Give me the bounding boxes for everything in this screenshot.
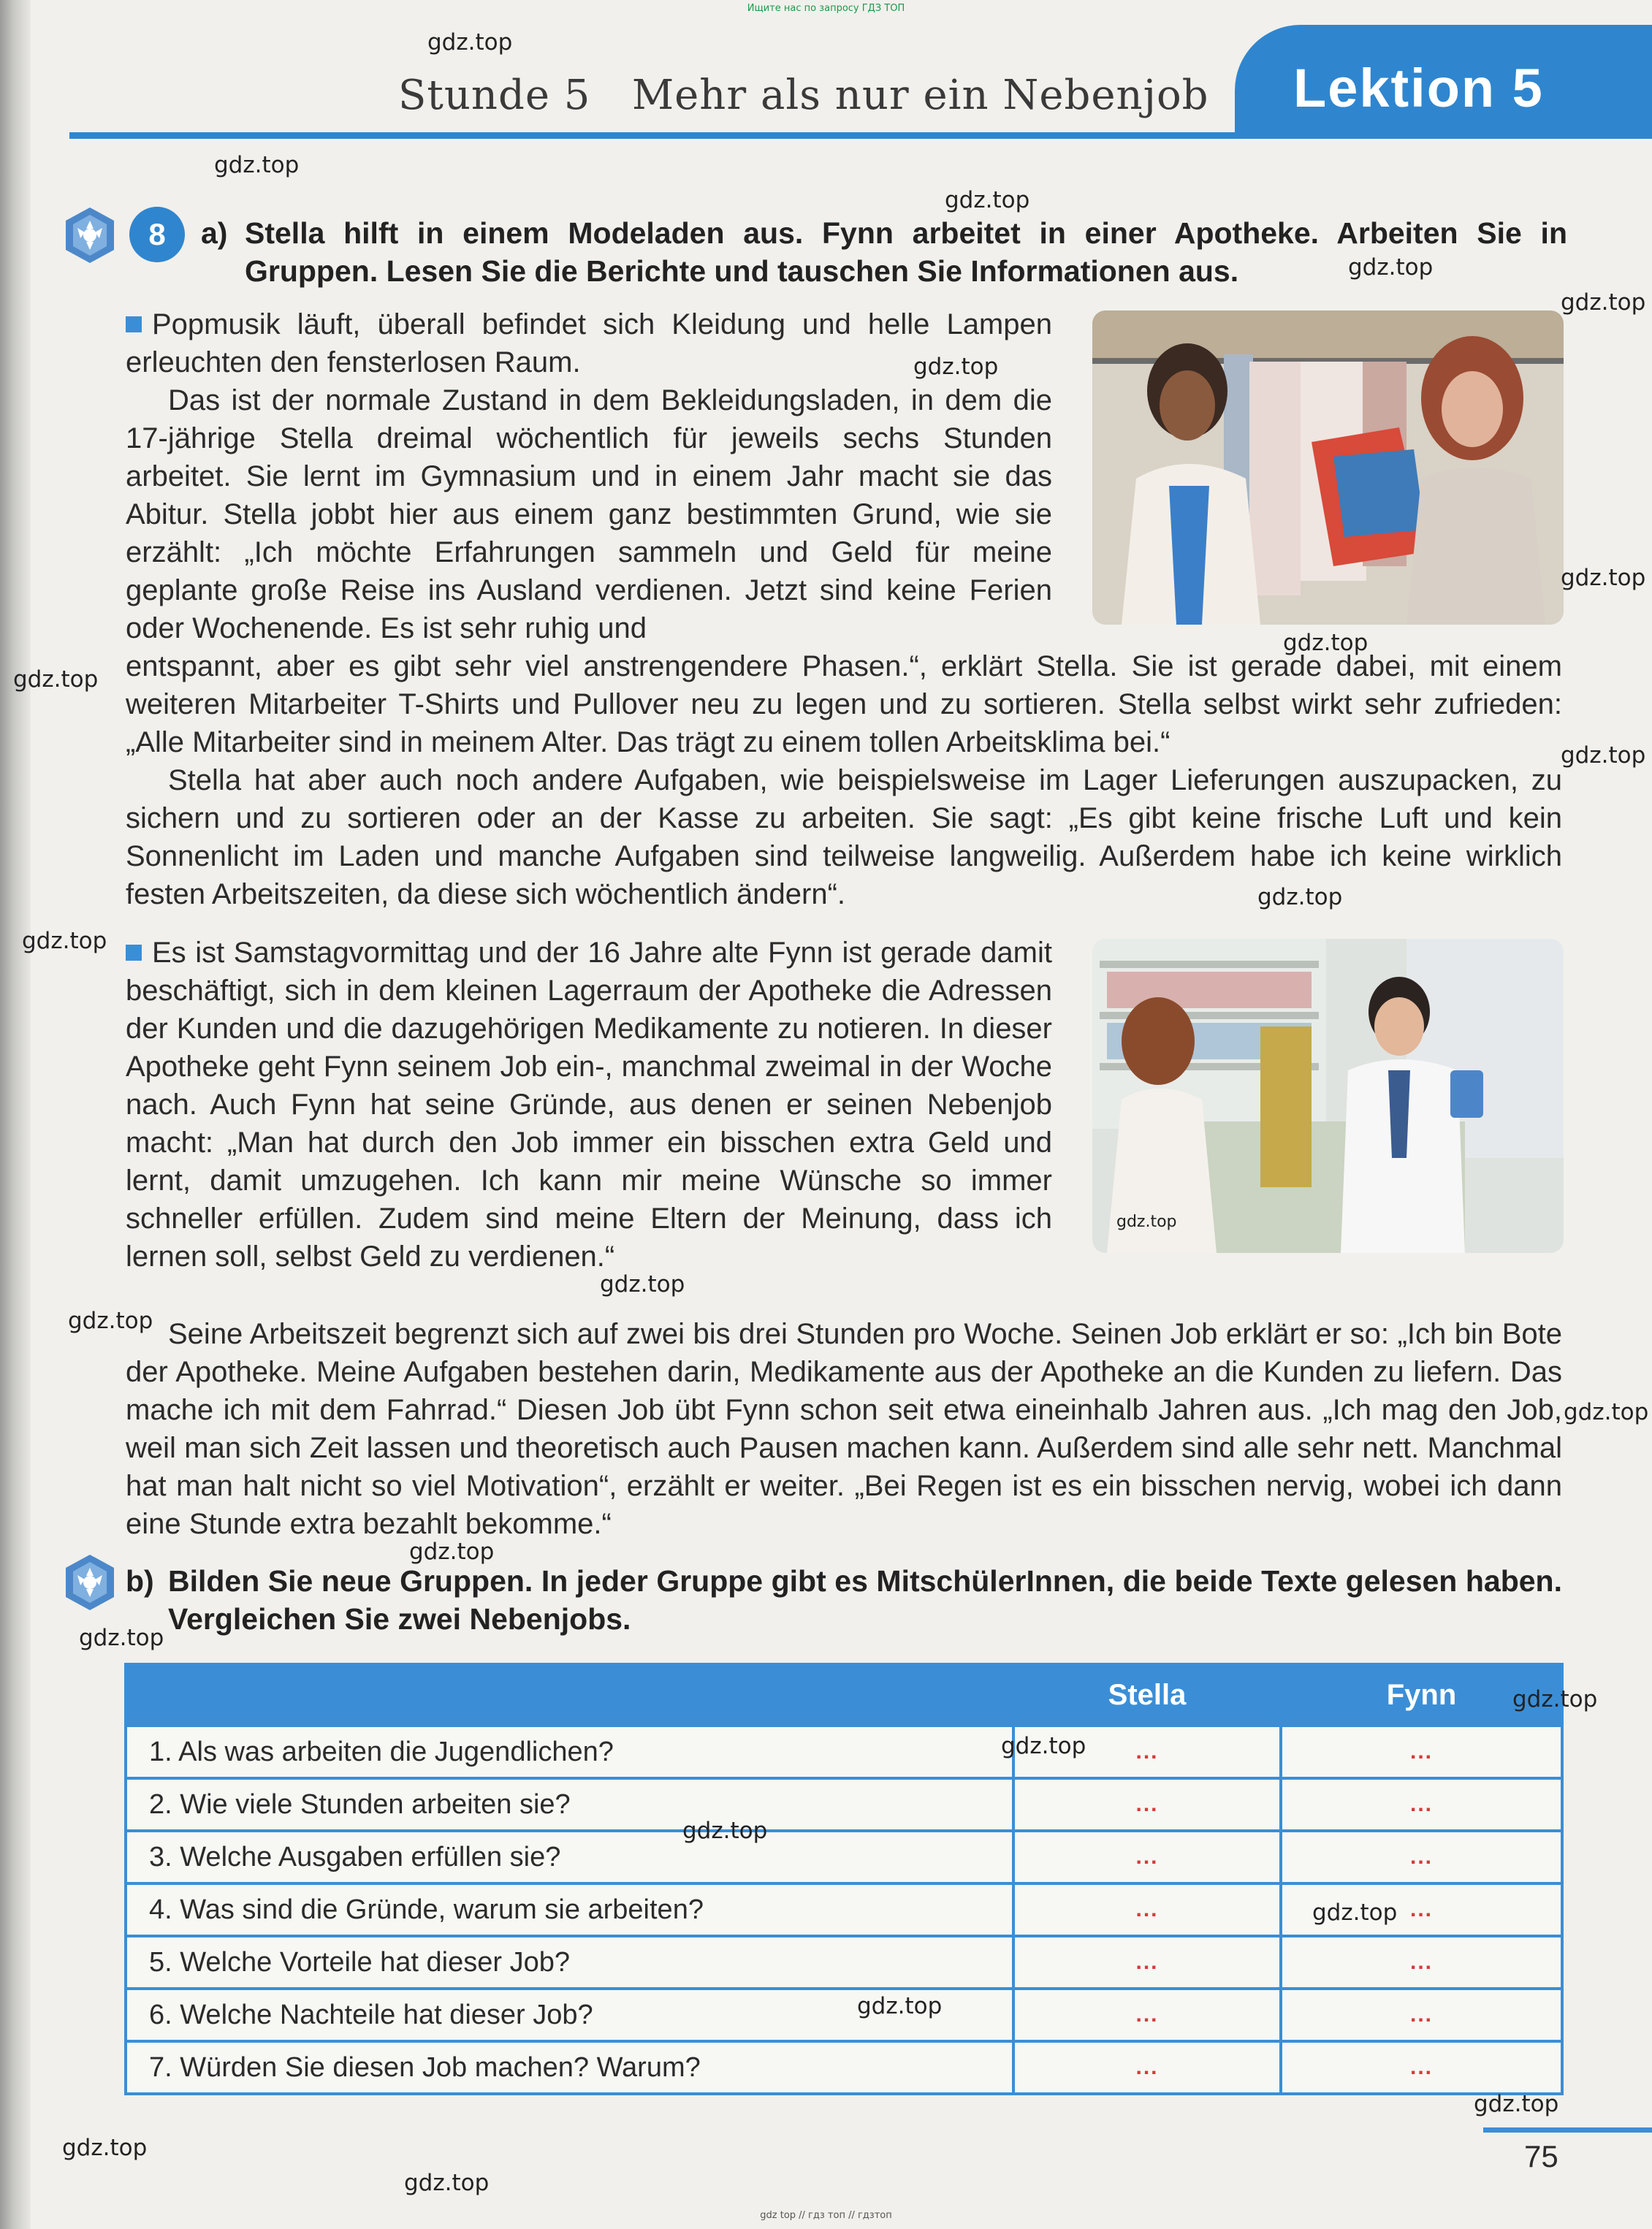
question-cell: 2. Wie viele Stunden arbeiten sie? bbox=[126, 1778, 1013, 1831]
fynn-answer-cell[interactable]: ... bbox=[1281, 1989, 1562, 2041]
watermark: gdz.top bbox=[1561, 565, 1646, 591]
watermark: gdz.top bbox=[1348, 254, 1434, 281]
page-number-rule bbox=[1483, 2127, 1652, 2133]
book-spine-shadow bbox=[0, 0, 31, 2229]
task-8a-label: a) bbox=[201, 216, 228, 250]
table-row bbox=[126, 1778, 1562, 1831]
stella-answer-cell[interactable]: ... bbox=[1013, 1936, 1281, 1989]
pharmacy-photo bbox=[1092, 939, 1564, 1253]
watermark: gdz.top bbox=[62, 2135, 148, 2161]
task-number-badge: 8 bbox=[129, 207, 185, 262]
fynn-answer-cell[interactable]: ... bbox=[1281, 1831, 1562, 1883]
table-row bbox=[126, 1831, 1562, 1883]
watermark: gdz.top bbox=[1312, 1900, 1398, 1926]
stella-paragraph-2: Das ist der normale Zustand in dem Bekleidungsladen, in dem die 17-jährige Stella dreimal wöchentlich für jeweils sechs Stunden arbeitet. Sie lernt im Gymnasium und in einem Jahr macht sie das Abitur. Stella jobbt hier aus einem ganz bestimmten Grund, wie sie erzählt: „Ich möchte Erfahrungen sammeln und Geld für meine geplante große Reise ins Ausland verdienen. Jetzt sind keine Ferien oder Wochenende. Es ist sehr ruhig und bbox=[126, 384, 1052, 644]
lektion-label: Lektion 5 bbox=[1293, 58, 1544, 118]
watermark: gdz.top bbox=[427, 29, 513, 56]
watermark: gdz.top bbox=[1001, 1733, 1086, 1759]
question-cell: 4. Was sind die Gründe, warum sie arbeiten? bbox=[126, 1883, 1013, 1936]
table-row bbox=[126, 1726, 1562, 1778]
watermark: gdz.top bbox=[1257, 884, 1343, 910]
fynn-answer-cell[interactable]: ... bbox=[1281, 1936, 1562, 1989]
watermark: gdz.top bbox=[404, 2170, 490, 2196]
task-8b-label: b) bbox=[126, 1564, 154, 1598]
watermark: gdz.top bbox=[13, 666, 99, 693]
watermark: gdz.top bbox=[682, 1818, 768, 1844]
fynn-answer-cell[interactable]: ... bbox=[1281, 1726, 1562, 1778]
watermark: gdz.top bbox=[857, 1993, 943, 2019]
header-rule bbox=[69, 132, 1652, 139]
fynn-paragraph-1: Es ist Samstagvormittag und der 16 Jahre alte Fynn ist gerade damit beschäftigt, sich in dem kleinen Lagerraum der Apotheke die Adressen der Kunden und die dazugehörigen Medikamente zu notieren. In dieser Apotheke geht Fynn seinem Job ein-, manchmal zweimal in der Woche nach. Auch Fynn hat seine Gründe, aus denen er seinen Nebenjob macht: „Man hat durch den Job immer ein bisschen extra Geld und lernt, damit umzugehen. Ich kann mir meine Wünsche so immer schneller erfüllen. Zudem sind meine Eltern der Meinung, dass ich lernen soll, selbst Geld zu verdienen.“ bbox=[126, 937, 1052, 1273]
section-bullet-icon bbox=[126, 316, 142, 332]
group-work-icon bbox=[64, 1553, 115, 1612]
watermark: gdz.top bbox=[409, 1539, 495, 1565]
watermark: gdz.top bbox=[22, 928, 107, 954]
question-cell: 5. Welche Vorteile hat dieser Job? bbox=[126, 1936, 1013, 1989]
clothing-store-photo bbox=[1092, 310, 1564, 625]
watermark: gdz.top bbox=[945, 187, 1030, 213]
table-header-stella: Stella bbox=[1013, 1664, 1281, 1726]
table-row bbox=[126, 1989, 1562, 2041]
stella-text-block-wide bbox=[126, 647, 1562, 913]
page-number: 75 bbox=[1524, 2139, 1558, 2173]
watermark: gdz.top bbox=[214, 152, 300, 178]
stella-answer-cell[interactable]: ... bbox=[1013, 1726, 1281, 1778]
question-cell: 7. Würden Sie diesen Job machen? Warum? bbox=[126, 2041, 1013, 2094]
table-header-question bbox=[126, 1664, 1013, 1726]
fynn-answer-cell[interactable]: ... bbox=[1281, 1883, 1562, 1936]
footer-note: gdz top // гдз топ // гдзтоп bbox=[760, 2210, 892, 2221]
stella-paragraph-1: Popmusik läuft, überall befindet sich Kleidung und helle Lampen erleuchten den fensterlosen Raum. bbox=[126, 308, 1052, 378]
stella-answer-cell[interactable]: ... bbox=[1013, 1989, 1281, 2041]
fynn-answer-cell[interactable]: ... bbox=[1281, 2041, 1562, 2094]
fynn-text-block bbox=[126, 934, 1052, 1276]
top-note: Ищите нас по запросу ГДЗ ТОП bbox=[747, 3, 905, 14]
task-8a-text: Stella hilft in einem Modeladen aus. Fynn arbeitet in einer Apotheke. Arbeiten Sie in Gruppen. Lesen Sie die Berichte und tauschen Sie Informationen aus. bbox=[245, 216, 1567, 288]
comparison-table bbox=[124, 1663, 1564, 2095]
fynn-answer-cell[interactable]: ... bbox=[1281, 1778, 1562, 1831]
section-bullet-icon bbox=[126, 945, 142, 961]
table-header-row bbox=[126, 1664, 1562, 1726]
stella-answer-cell[interactable]: ... bbox=[1013, 1831, 1281, 1883]
watermark: gdz.top bbox=[600, 1271, 685, 1298]
stella-paragraph-3: Stella hat aber auch noch andere Aufgaben, wie beispielsweise im Lager Lieferungen auszupacken, zu sichern und zu sortieren oder an der Kasse zu arbeiten. Sie sagt: „Es gibt keine frische Luft und kein Sonnenlicht im Laden und manche Aufgaben sind teilweise langweilig. Außerdem habe ich keine wirklich festen Arbeitszeiten, da diese sich wöchentlich ändern“. bbox=[126, 764, 1562, 910]
watermark: gdz.top bbox=[1474, 2091, 1559, 2117]
table-row bbox=[126, 2041, 1562, 2094]
fynn-paragraph-2: Seine Arbeitszeit begrenzt sich auf zwei bis drei Stunden pro Woche. Seinen Job erklärt er so: „Ich bin Bote der Apotheke. Meine Aufgaben bestehen darin, Medikamente aus der Apotheke an die Kunden zu liefern. Das mache ich mit dem Fahrrad.“ Diesen Job übt Fynn schon seit etwa eineinhalb Jahren aus. „Ich mag den Job, weil man sich Zeit lassen und theoretisch auch Pausen machen kann. Außerdem sind alle sehr nett. Manchmal hat man halt nicht so viel Motivation“, erzählt er weiter. „Bei Regen ist es ein bisschen nervig, wobei ich dann eine Stunde extra bezahlt bekomme.“ bbox=[126, 1318, 1562, 1540]
watermark: gdz.top bbox=[913, 354, 999, 380]
watermark: gdz.top bbox=[1283, 630, 1369, 656]
stella-answer-cell[interactable]: ... bbox=[1013, 2041, 1281, 2094]
question-cell: 6. Welche Nachteile hat dieser Job? bbox=[126, 1989, 1013, 2041]
watermark: gdz.top bbox=[1512, 1686, 1598, 1712]
watermark: gdz.top bbox=[1561, 289, 1646, 316]
stella-answer-cell[interactable]: ... bbox=[1013, 1778, 1281, 1831]
stella-answer-cell[interactable]: ... bbox=[1013, 1883, 1281, 1936]
lesson-title: Stunde 5 Mehr als nur ein Nebenjob bbox=[398, 72, 1209, 119]
watermark: gdz.top bbox=[79, 1625, 164, 1651]
question-cell: 1. Als was arbeiten die Jugendlichen? bbox=[126, 1726, 1013, 1778]
group-work-icon bbox=[64, 206, 115, 264]
fynn-text-block-wide bbox=[126, 1315, 1562, 1543]
watermark: gdz.top bbox=[68, 1308, 153, 1334]
task-8b-instruction bbox=[126, 1562, 1562, 1636]
stella-paragraph-2-continued: entspannt, aber es gibt sehr viel anstrengendere Phasen.“, erklärt Stella. Sie ist gerade dabei, mit einem weiteren Mitarbeiter T-Shirts und Pullover neu zu legen und zu sortieren. Stella selbst wirkt sehr zufrieden: „Alle Mitarbeiter sind in meinem Alter. Das trägt zu einem tollen Arbeitsklima bei.“ bbox=[126, 650, 1562, 758]
table-row bbox=[126, 1936, 1562, 1989]
watermark: gdz.top bbox=[1116, 1213, 1177, 1231]
table-header-fynn: Fynn bbox=[1281, 1664, 1562, 1726]
task-8b-text: Bilden Sie neue Gruppen. In jeder Gruppe gibt es MitschülerInnen, die beide Texte gelesen haben. Vergleichen Sie zwei Nebenjobs. bbox=[168, 1564, 1562, 1636]
watermark: gdz.top bbox=[1564, 1399, 1649, 1425]
question-cell: 3. Welche Ausgaben erfüllen sie? bbox=[126, 1831, 1013, 1883]
watermark: gdz.top bbox=[1561, 742, 1646, 769]
